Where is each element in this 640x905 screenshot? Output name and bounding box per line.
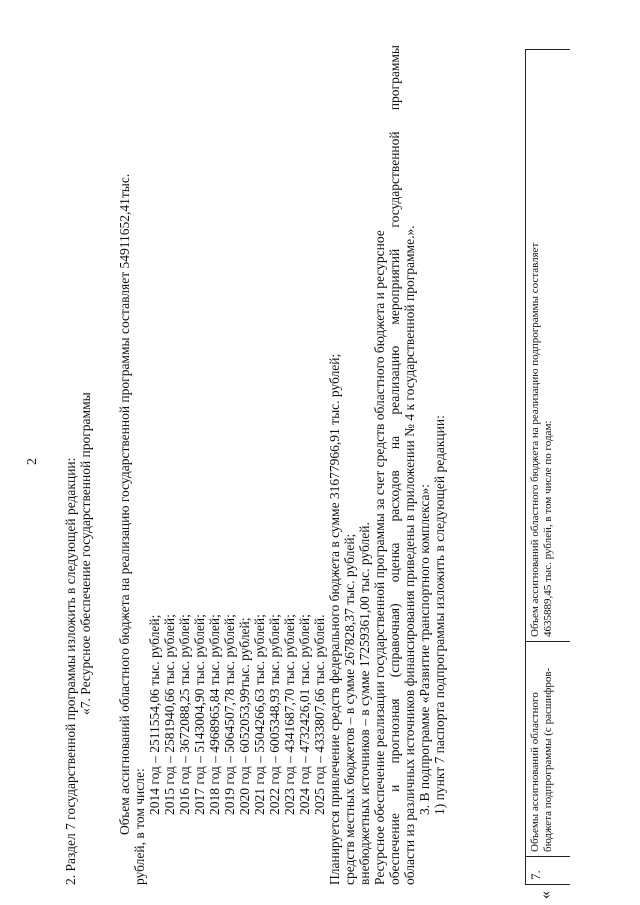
section-intro: 2. Раздел 7 государственной программы изложить в следующей редакции: bbox=[63, 457, 78, 885]
year-item: 2016 год – 3672088,25 тыс. рублей; bbox=[177, 614, 192, 815]
year-item: 2014 год – 2511554,06 тыс. рублей; bbox=[147, 614, 162, 815]
table-value-cell bbox=[526, 49, 570, 641]
passport-table bbox=[525, 49, 570, 885]
resource-line: области из различных источников финансирования приведены в приложении № 4 к государственной программе.». bbox=[402, 225, 417, 885]
years-list bbox=[147, 45, 327, 885]
table-value-line: 4635889,45 тыс. рублей, в том числе по годам: bbox=[542, 420, 554, 637]
year-item: 2021 год – 5504266,63 тыс. рублей; bbox=[252, 614, 267, 815]
year-item: 2024 год – 4732426,01 тыс. рублей; bbox=[297, 614, 312, 815]
rotated-content bbox=[25, 45, 585, 899]
federal-line: Планируется привлечение средств федерального бюджета в сумме 31677966,91 тыс. рублей; bbox=[327, 353, 342, 885]
section-header bbox=[63, 45, 93, 885]
table-value-line: Объем ассигнований областного бюджета на реализацию подпрограммы составляет bbox=[529, 242, 541, 637]
funding-line-2: рублей, в том числе: bbox=[132, 768, 147, 885]
year-item: 2022 год – 6005348,93 тыс. рублей; bbox=[267, 614, 282, 815]
funding-line-1: Объем ассигнований областного бюджета на реализацию государственной программы составляет 54911652,41тыс. bbox=[117, 173, 132, 835]
resource-paragraph bbox=[372, 45, 417, 885]
resource-line: обеспечение и прогнозная (справочная) оценка расходов на реализацию мероприятий государственной программы bbox=[387, 45, 402, 885]
year-item: 2018 год – 4968965,84 тыс. рублей; bbox=[207, 614, 222, 815]
extra-line: внебюджетных источников – в сумме 17259361,00 тыс. рублей. bbox=[357, 522, 372, 885]
year-item: 2017 год – 5143004,90 тыс. рублей; bbox=[192, 614, 207, 815]
section-title: «7. Ресурсное обеспечение государственной программы bbox=[78, 392, 93, 715]
table-label-line: бюджета подпрограммы (с расшифров- bbox=[542, 667, 554, 852]
subprogram-line: 3. В подпрограмме «Развитие транспортного комплекса»: bbox=[417, 484, 432, 815]
local-line: средств местных бюджетов – в сумме 267828,37 тыс. рублей; bbox=[342, 533, 357, 885]
opening-quote: « bbox=[537, 891, 554, 899]
year-item: 2023 год – 4341687,70 тыс. рублей; bbox=[282, 614, 297, 815]
subprogram-block bbox=[417, 45, 447, 885]
resource-line: Ресурсное обеспечение реализации государственной программы за счет средств областного бюджета и ресурсное bbox=[372, 230, 387, 885]
table-label-line: Объемы ассигнований областного bbox=[529, 692, 541, 852]
funding-block bbox=[117, 45, 147, 885]
table-row-number: 7. bbox=[526, 856, 570, 884]
point1-line: 1) пункт 7 паспорта подпрограммы изложить в следующей редакции: bbox=[432, 415, 447, 815]
year-item: 2015 год – 2581940,66 тыс. рублей; bbox=[162, 614, 177, 815]
table-label-cell bbox=[526, 641, 570, 856]
year-item: 2019 год – 5064507,78 тыс. рублей; bbox=[222, 614, 237, 815]
year-item: 2020 год – 6052053,99тыс. рублей; bbox=[237, 617, 252, 815]
year-item: 2025 год – 4333807,66 тыс. рублей. bbox=[312, 614, 327, 815]
sources-block bbox=[327, 45, 372, 885]
page-number: 2 bbox=[25, 458, 40, 465]
